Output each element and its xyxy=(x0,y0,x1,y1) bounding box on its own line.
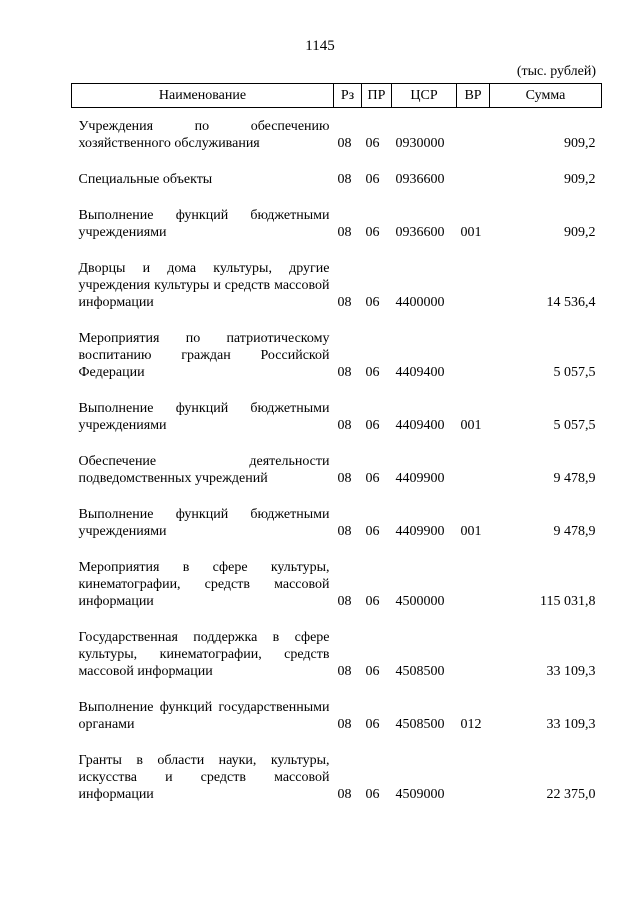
row-csr: 4409400 xyxy=(395,365,445,380)
row-sum: 909,2 xyxy=(564,172,596,187)
row-vr xyxy=(457,453,490,487)
row-pr: 06 xyxy=(365,418,380,433)
header-pr: ПР xyxy=(362,84,392,108)
table-row xyxy=(72,453,602,487)
row-vr xyxy=(457,330,490,381)
header-name: Наименование xyxy=(72,84,334,108)
row-pr: 06 xyxy=(365,787,380,802)
row-sum: 909,2 xyxy=(564,225,596,240)
row-sum: 14 536,4 xyxy=(546,295,596,310)
row-pr: 06 xyxy=(365,225,380,240)
table-row xyxy=(72,752,602,803)
table-row xyxy=(72,400,602,434)
spacer-cell xyxy=(72,188,602,207)
row-spacer xyxy=(72,188,602,207)
row-pr: 06 xyxy=(365,664,380,679)
header-rz: Рз xyxy=(334,84,362,108)
unit-note: (тыс. рублей) xyxy=(516,64,596,79)
row-sum: 5 057,5 xyxy=(553,418,596,433)
row-csr: 4409900 xyxy=(395,471,445,486)
row-sum: 115 031,8 xyxy=(540,594,596,609)
row-csr: 4508500 xyxy=(395,717,445,732)
row-spacer xyxy=(72,733,602,752)
row-rz: 08 xyxy=(337,471,352,486)
row-rz: 08 xyxy=(337,717,352,732)
row-rz: 08 xyxy=(337,524,352,539)
row-csr: 0936600 xyxy=(395,172,445,187)
spacer-cell xyxy=(72,311,602,330)
row-vr xyxy=(457,752,490,803)
row-spacer xyxy=(72,152,602,171)
row-csr: 4400000 xyxy=(395,295,445,310)
row-name: Учреждения по обеспечению хозяйственного обслуживания xyxy=(78,119,330,151)
row-rz: 08 xyxy=(337,225,352,240)
row-pr: 06 xyxy=(365,295,380,310)
spacer-cell xyxy=(72,152,602,171)
row-vr xyxy=(457,260,490,311)
row-spacer xyxy=(72,241,602,260)
row-name: Мероприятия по патриотическому воспитанию граждан Российской Федерации xyxy=(78,331,330,380)
row-name: Гранты в области науки, культуры, искусства и средств массовой информации xyxy=(78,753,330,802)
row-sum: 33 109,3 xyxy=(546,717,596,732)
row-vr xyxy=(457,559,490,610)
row-vr: 001 xyxy=(460,524,482,539)
spacer-cell xyxy=(72,241,602,260)
row-spacer xyxy=(72,487,602,506)
row-name: Выполнение функций государственными органами xyxy=(78,700,330,732)
row-name: Дворцы и дома культуры, другие учреждения культуры и средств массовой информации xyxy=(78,261,330,310)
row-rz: 08 xyxy=(337,365,352,380)
header-vr: ВР xyxy=(457,84,490,108)
row-pr: 06 xyxy=(365,717,380,732)
row-sum: 5 057,5 xyxy=(553,365,596,380)
table-header-row xyxy=(72,84,602,108)
header-sum: Сумма xyxy=(490,84,602,108)
row-csr: 4508500 xyxy=(395,664,445,679)
spacer-cell xyxy=(72,487,602,506)
row-sum: 22 375,0 xyxy=(546,787,596,802)
row-vr xyxy=(457,171,490,188)
row-csr: 4500000 xyxy=(395,594,445,609)
row-pr: 06 xyxy=(365,365,380,380)
row-spacer xyxy=(72,311,602,330)
spacer-cell xyxy=(72,540,602,559)
row-vr xyxy=(457,629,490,680)
row-csr: 4409400 xyxy=(395,418,445,433)
row-rz: 08 xyxy=(337,136,352,151)
row-sum: 9 478,9 xyxy=(553,471,596,486)
row-vr: 001 xyxy=(460,225,482,240)
row-name: Государственная поддержка в сфере культуры, кинематографии, средств массовой информации xyxy=(78,630,330,679)
budget-table xyxy=(71,83,602,803)
row-pr: 06 xyxy=(365,524,380,539)
row-vr xyxy=(457,108,490,153)
spacer-cell xyxy=(72,381,602,400)
table-row xyxy=(72,171,602,188)
table-row xyxy=(72,629,602,680)
spacer-cell xyxy=(72,610,602,629)
spacer-cell xyxy=(72,733,602,752)
table-row xyxy=(72,506,602,540)
row-spacer xyxy=(72,680,602,699)
row-name: Обеспечение деятельности подведомственных учреждений xyxy=(78,454,330,486)
row-name: Специальные объекты xyxy=(78,172,213,187)
row-name: Мероприятия в сфере культуры, кинематографии, средств массовой информации xyxy=(78,560,330,609)
row-sum: 33 109,3 xyxy=(546,664,596,679)
row-spacer xyxy=(72,381,602,400)
row-sum: 909,2 xyxy=(564,136,596,151)
table-row xyxy=(72,108,602,153)
spacer-cell xyxy=(72,680,602,699)
row-rz: 08 xyxy=(337,172,352,187)
page-number: 1145 xyxy=(305,38,335,54)
table-row xyxy=(72,330,602,381)
row-pr: 06 xyxy=(365,594,380,609)
row-rz: 08 xyxy=(337,664,352,679)
row-pr: 06 xyxy=(365,172,380,187)
row-csr: 0930000 xyxy=(395,136,445,151)
table-row xyxy=(72,207,602,241)
row-rz: 08 xyxy=(337,594,352,609)
row-spacer xyxy=(72,434,602,453)
table-row xyxy=(72,559,602,610)
row-name: Выполнение функций бюджетными учреждениями xyxy=(78,401,330,433)
row-csr: 4509000 xyxy=(395,787,445,802)
row-pr: 06 xyxy=(365,471,380,486)
row-csr: 0936600 xyxy=(395,225,445,240)
table-row xyxy=(72,260,602,311)
row-name: Выполнение функций бюджетными учреждениями xyxy=(78,507,330,539)
spacer-cell xyxy=(72,434,602,453)
row-rz: 08 xyxy=(337,787,352,802)
row-spacer xyxy=(72,610,602,629)
table-body xyxy=(72,108,602,804)
row-sum: 9 478,9 xyxy=(553,524,596,539)
row-pr: 06 xyxy=(365,136,380,151)
row-rz: 08 xyxy=(337,418,352,433)
row-name: Выполнение функций бюджетными учреждениями xyxy=(78,208,330,240)
table-row xyxy=(72,699,602,733)
row-rz: 08 xyxy=(337,295,352,310)
row-spacer xyxy=(72,540,602,559)
row-csr: 4409900 xyxy=(395,524,445,539)
row-vr: 001 xyxy=(460,418,482,433)
header-csr: ЦСР xyxy=(392,84,457,108)
row-vr: 012 xyxy=(460,717,482,732)
